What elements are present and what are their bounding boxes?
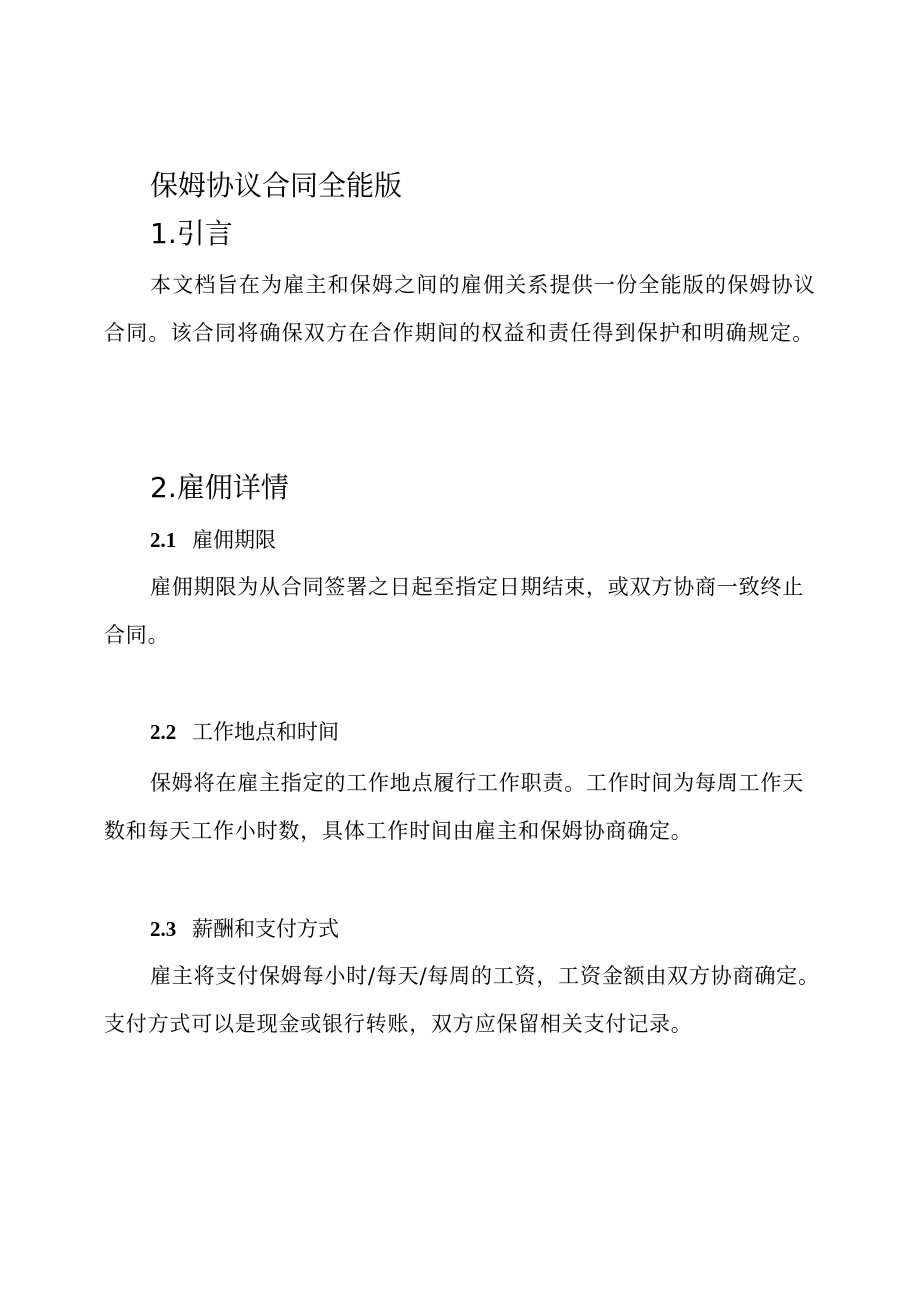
subsection-heading-term: [150, 525, 276, 555]
subsection-heading-location-time: [150, 717, 339, 747]
subsection-number: 2.3: [150, 917, 177, 941]
section-heading-intro: 1.引言: [150, 217, 233, 250]
subsection-number: 2.2: [150, 720, 177, 744]
subsection-heading-pay: [150, 914, 339, 944]
section-paragraph-intro: 本文档旨在为雇主和保姆之间的雇佣关系提供一份全能版的保姆协议合同。该合同将确保双方在合作期间的权益和责任得到保护和明确规定。: [104, 273, 816, 345]
subsection-paragraph-location-time: 保姆将在雇主指定的工作地点履行工作职责。工作时间为每周工作天数和每天工作小时数，具体工作时间由雇主和保姆协商确定。: [104, 771, 804, 843]
document-title: 保姆协议合同全能版: [150, 169, 403, 202]
subsection-title: 薪酬和支付方式: [192, 917, 339, 941]
subsection-paragraph-pay: 雇主将支付保姆每小时/每天/每周的工资，工资金额由双方协商确定。支付方式可以是现金或银行转账，双方应保留相关支付记录。: [104, 964, 820, 1036]
subsection-title: 工作地点和时间: [192, 720, 339, 744]
section-heading-employment-details: 2.雇佣详情: [150, 471, 289, 504]
subsection-title: 雇佣期限: [192, 528, 276, 552]
subsection-number: 2.1: [150, 528, 177, 552]
subsection-paragraph-term: 雇佣期限为从合同签署之日起至指定日期结束，或双方协商一致终止合同。: [104, 575, 804, 647]
